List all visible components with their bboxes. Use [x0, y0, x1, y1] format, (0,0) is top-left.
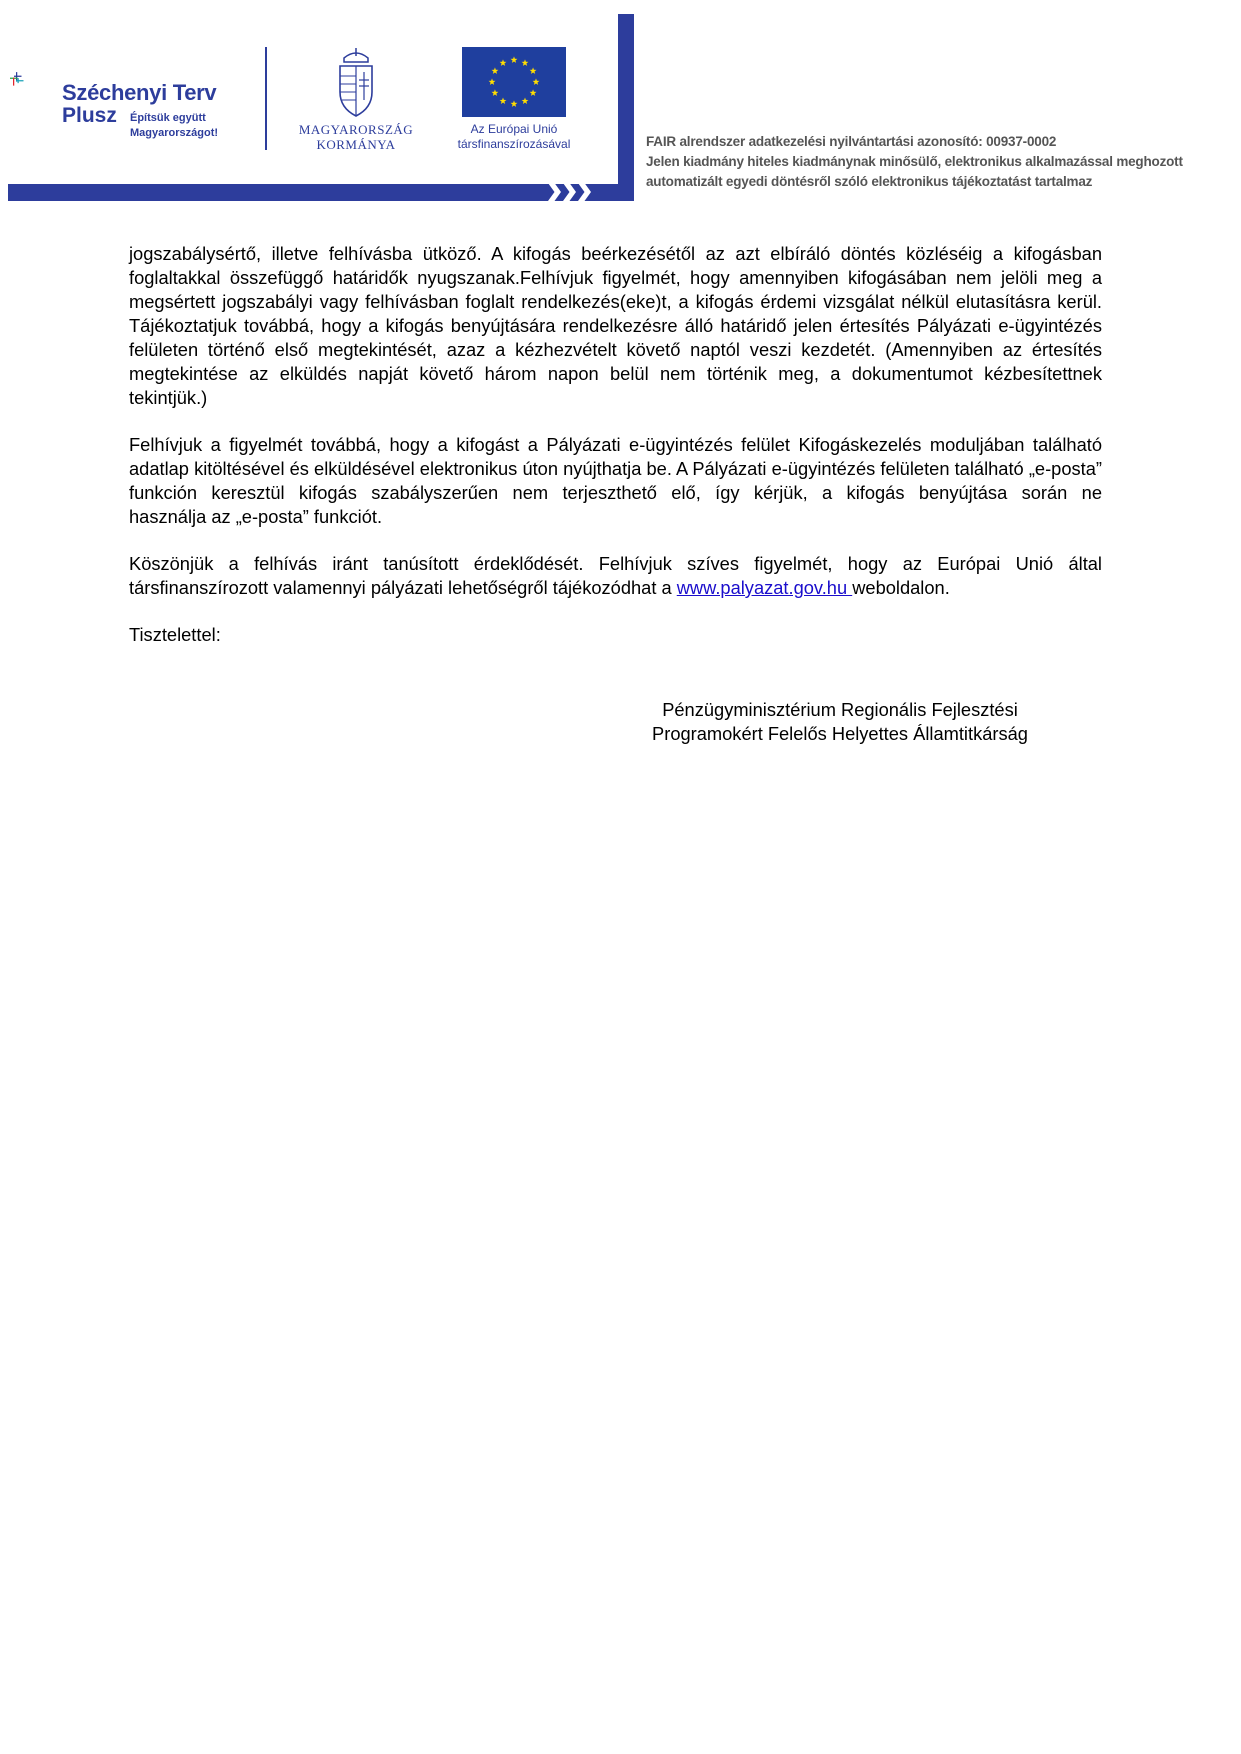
paragraph-submission-text: Felhívjuk a figyelmét továbbá, hogy a kifogást a Pályázati e-ügyintézés felület Kifogáskezelés moduljában található adatlap kitöltésével és elküldésével elektronikus úton nyújthatja be. A Pályázati e-ügyintézés felületen található „e-posta” funkción keresztül kifogás szabályszerűen nem terjeszthető elő, így kérjük, a kifogás benyújtása során ne [129, 434, 1102, 503]
signature-block [600, 698, 1080, 746]
eu-flag-icon [462, 47, 566, 117]
eu-label-line-1: Az Európai Unió [470, 122, 558, 136]
banner-vertical-bar [618, 14, 634, 201]
signature-line-1: Pénzügyminisztérium Regionális Fejlesztési [662, 699, 1018, 720]
letter-body [129, 242, 1102, 647]
fair-notice-line-1: FAIR alrendszer adatkezelési nyilvántartási azonosító: 00937-0002 [646, 134, 1057, 149]
paragraph-thanks-text: Köszönjük a felhívás iránt tanúsított érdeklődését. Felhívjuk szíves figyelmét, hogy az Európai Unió által társfinanszírozott valamennyi pályázati lehetőségről tájékozódhat a [129, 553, 1102, 598]
eu-star-icon [500, 59, 507, 66]
szechenyi-title: Széchenyi Terv [62, 80, 217, 105]
government-label-line-2: KORMÁNYA [316, 137, 396, 152]
signature-line-2: Programokért Felelős Helyettes Államtitkárság [652, 723, 1028, 744]
paragraph-submission-last-line: használja az „e-posta” funkciót. [129, 506, 383, 527]
chevron-arrows-icon [548, 183, 593, 201]
header-banner [0, 0, 1241, 205]
eu-star-icon [522, 97, 529, 104]
slogan-line-2: Magyarországot! [130, 127, 219, 139]
government-label-line-1: MAGYARORSZÁG [298, 122, 414, 137]
eu-cofinancing-label [440, 122, 588, 152]
logo-separator [265, 47, 267, 150]
eu-star-icon [489, 78, 496, 85]
hungarian-crest-icon [336, 48, 376, 118]
banner-bottom-bar [8, 184, 634, 201]
eu-star-icon [533, 78, 540, 85]
eu-star-icon [511, 56, 518, 63]
fair-notice-line-3: automatizált egyedi döntésről szóló elektronikus tájékoztatást tartalmaz [646, 174, 1093, 189]
paragraph-objection-rules: jogszabálysértő, illetve felhívásba ütköző. A kifogás beérkezésétől az azt elbíráló döntés közléséig a kifogásban foglaltakkal összefüggő határidők nyugszanak.Felhívjuk figyelmét, hogy amennyiben kifogásában nem jelöli meg a megsértett jogszabályi vagy felhívásban foglalt rendelkezés(eke)t, a kifogás érdemi vizsgálat nélkül elutasításra kerül. Tájékoztatjuk továbbá, hogy a kifogás benyújtására rendelkezésre álló határidő jelen értesítés Pályázati e-ügyintézés felületen történő első megtekintését, azaz a kézhezvételt követő naptól veszi kezdetét. (Amennyiben az értesítés megtekintése az elküldés napját követő három napon belül nem történik meg, a dokumentumot kézbesítettnek tekintjük.) [129, 243, 1102, 408]
eu-star-icon [522, 59, 529, 66]
paragraph-thanks-end: weboldalon. [852, 577, 950, 598]
eu-star-icon [530, 67, 537, 74]
government-label [296, 122, 416, 152]
szechenyi-slogan [130, 111, 250, 141]
fair-notice-line-2: Jelen kiadmány hiteles kiadmánynak minősülő, elektronikus alkalmazással meghozott [646, 154, 1183, 169]
eu-label-line-2: társfinanszírozásával [457, 137, 571, 151]
greeting: Tisztelettel: [129, 624, 221, 645]
palyazat-website-link[interactable]: www.palyazat.gov.hu [676, 577, 853, 598]
slogan-line-1: Építsük együtt [130, 112, 206, 124]
paragraph-thanks [129, 552, 1102, 600]
eu-star-icon [530, 89, 537, 96]
eu-star-icon [500, 97, 507, 104]
eu-star-icon [492, 89, 499, 96]
fair-notice [646, 132, 1183, 192]
szechenyi-cross-icon [10, 54, 70, 114]
eu-star-icon [511, 100, 518, 107]
paragraph-submission [129, 433, 1102, 529]
szechenyi-plus: Plusz [62, 104, 117, 127]
eu-star-icon [492, 67, 499, 74]
